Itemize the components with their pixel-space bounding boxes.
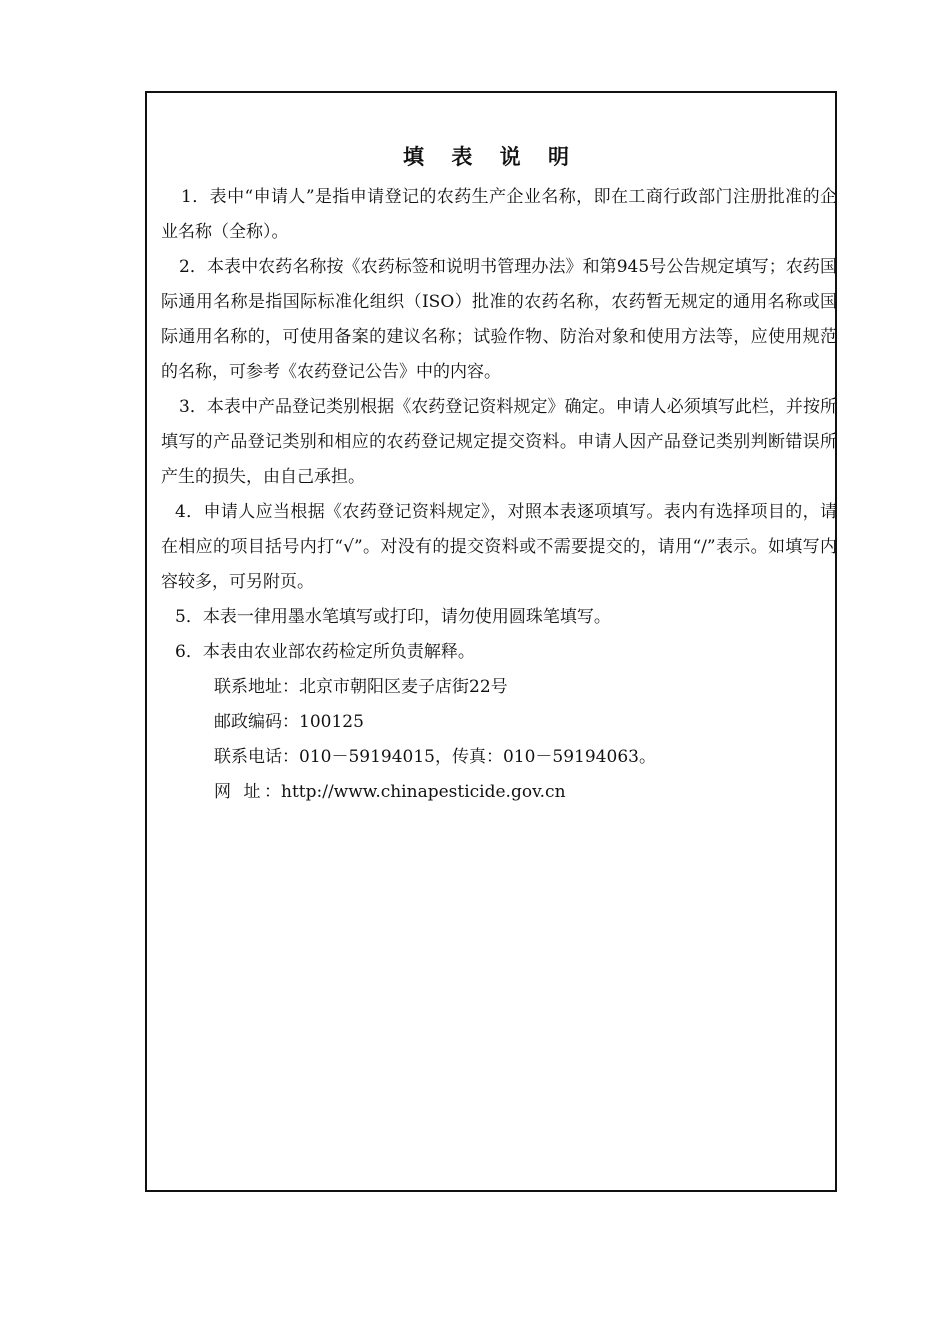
instruction-item-1: 1．表中“申请人”是指申请登记的农药生产企业名称，即在工商行政部门注册批准的企业名称（全称）。 xyxy=(161,187,837,242)
instruction-item-4: 4．申请人应当根据《农药登记资料规定》，对照本表逐项填写。表内有选择项目的，请在相应的项目括号内打“√”。对没有的提交资料或不需要提交的，请用“/”表示。如填写内容较多，可另附页。 xyxy=(161,502,837,592)
contact-address-line xyxy=(214,670,837,705)
instructions-body xyxy=(161,180,837,810)
contact-postcode-label: 邮政编码： xyxy=(214,712,299,732)
contact-phone-label: 联系电话： xyxy=(214,747,299,767)
page-title: 填 表 说 明 xyxy=(403,145,579,169)
contact-phone-value: 010－59194015，传真：010－59194063。 xyxy=(299,747,656,767)
contact-website-label xyxy=(214,775,281,810)
instruction-item-5: 5．本表一律用墨水笔填写或打印，请勿使用圆珠笔填写。 xyxy=(175,607,611,627)
form-frame xyxy=(145,91,837,1192)
contact-address-value: 北京市朝阳区麦子店街22号 xyxy=(299,677,508,697)
instruction-item-3: 3．本表中产品登记类别根据《农药登记资料规定》确定。申请人必须填写此栏，并按所填写的产品登记类别和相应的农药登记规定提交资料。申请人因产品登记类别判断错误所产生的损失，由自己承担。 xyxy=(161,397,837,487)
contact-website-value: http://www.chinapesticide.gov.cn xyxy=(281,782,566,802)
contact-website-line xyxy=(214,775,837,810)
instruction-item-2: 2．本表中农药名称按《农药标签和说明书管理办法》和第945号公告规定填写；农药国际通用名称是指国际标准化组织（ISO）批准的农药名称，农药暂无规定的通用名称或国际通用名称的，可使用备案的建议名称；试验作物、防治对象和使用方法等，应使用规范的名称，可参考《农药登记公告》中的内容。 xyxy=(161,257,837,382)
contact-website-label-left: 网 xyxy=(214,782,235,802)
instruction-item-6: 6．本表由农业部农药检定所负责解释。 xyxy=(175,642,475,662)
contact-website-label-right: 址： xyxy=(243,782,281,802)
contact-postcode-line xyxy=(214,705,837,740)
contact-phone-line xyxy=(214,740,837,775)
contact-postcode-value: 100125 xyxy=(299,712,364,732)
contact-address-label: 联系地址： xyxy=(214,677,299,697)
